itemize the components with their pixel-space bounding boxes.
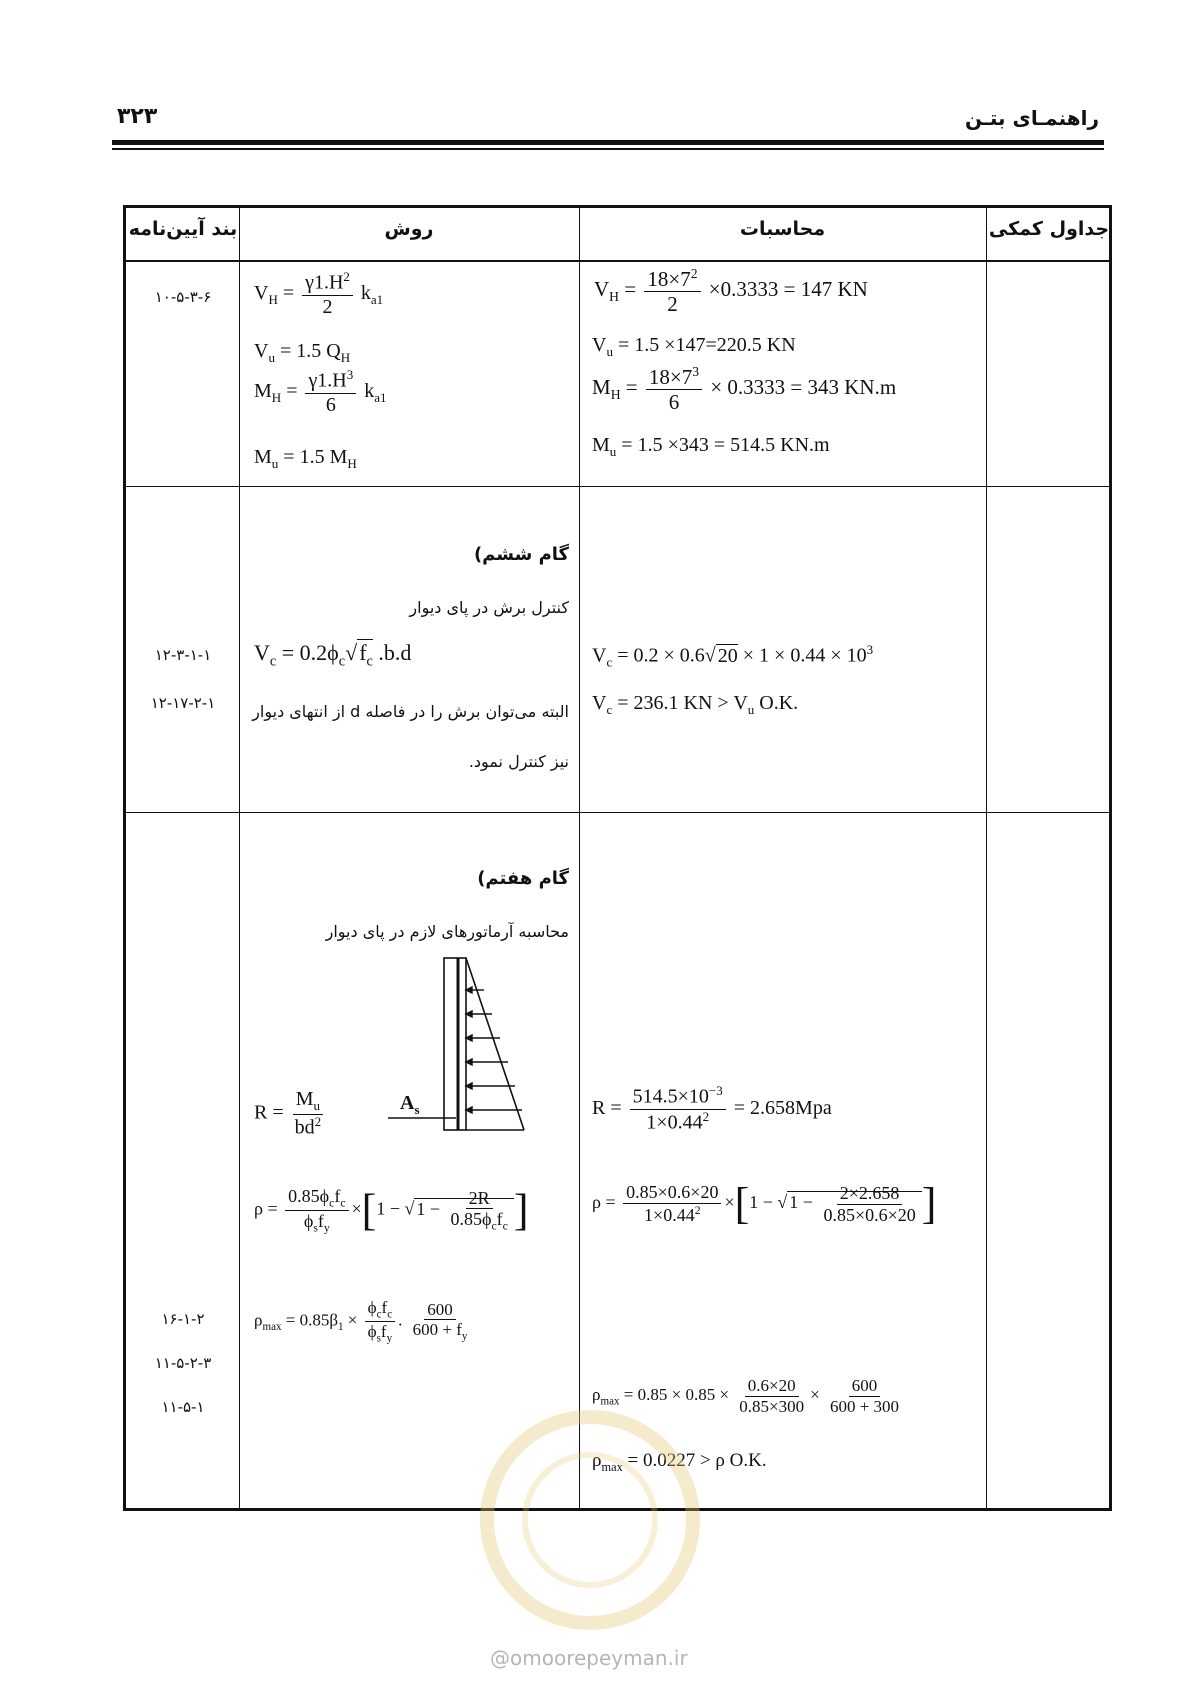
- row3-clause-1: ۱۶-۱-۲: [161, 1310, 205, 1328]
- calc-mh: $M_H$ = $\frac{18\times 7^3}{6}$ × 0.3333 = 343 KN.m: [592, 364, 897, 415]
- header-calculations: محاسبات: [739, 218, 826, 240]
- calc-r: R = $\frac{514.5\times 10^{-3}}{1\times 0.44^2}$ = 2.658Mpa: [592, 1083, 832, 1134]
- watermark-stamp: [480, 1410, 700, 1630]
- col-divider: [579, 208, 580, 1508]
- step7-title: گام هفتم): [477, 868, 569, 889]
- calc-vc-1: $V_c = 0.2 \times 0.6√$ $20 \times 1 \times 0.44 \times 10^3$: [592, 642, 874, 670]
- row-divider: [126, 812, 1109, 813]
- calc-vc-2: $V_c = 236.1$ KN > $V_u$ O.K.: [592, 692, 799, 717]
- calc-rho-max-result: $\rho_{max} = 0.0227 > \rho$ O.K.: [592, 1450, 767, 1474]
- formula-mh: $M_H$ = $\frac{\gamma 1.H^3}{6}$ $k_{a1}$: [254, 367, 387, 416]
- calc-mu: $M_u = 1.5 \times 343 = 514.5$ KN.m: [592, 434, 830, 459]
- header-divider: [126, 260, 1109, 262]
- page-number: ۳۲۳: [117, 104, 158, 129]
- row2-clause-2: ۱۲-۱۷-۲-۱: [150, 694, 216, 712]
- header-clause: بند آیین‌نامه: [128, 218, 238, 240]
- step7-desc: محاسبه آرماتورهای لازم در پای دیوار: [325, 922, 569, 941]
- shear-note-1: البته می‌توان برش را در فاصله d از انتهای دیوار: [252, 702, 569, 721]
- calc-rho: ρ = $\frac{0.85\times 0.6\times 20}{1\times 0.44^2}$ ×[1 − √ 1 − $\frac{2\times 2.658}{0.85\times 0.6\times 20}$ ]: [592, 1179, 937, 1228]
- row1-clause: ۱۰-۵-۳-۶: [154, 288, 212, 306]
- formula-rho-max: $\rho_{max} = 0.85\beta_1$ × $\frac{\phi_cf_c}{\phi_sf_y}$ . $\frac{600}{600 + f_y}$: [254, 1298, 468, 1345]
- step6-title: گام ششم): [473, 544, 569, 565]
- header-rule: [112, 140, 1104, 145]
- header-rule-thin: [112, 148, 1104, 150]
- col-divider: [986, 208, 987, 1508]
- row2-clause-1: ۱۲-۳-۱-۱: [154, 646, 212, 664]
- book-title: راهنمـای بتـن: [965, 106, 1099, 130]
- formula-vc: $V_c = 0.2\phi_c√f_c$ .b.d: [254, 640, 412, 670]
- as-label: $A_s$: [400, 1092, 420, 1117]
- row3-clause-3: ۱۱-۵-۱: [161, 1398, 205, 1416]
- formula-vu: $V_u = 1.5$ $Q_H$: [254, 340, 351, 365]
- calc-vh: $V_H$ = $\frac{18\times 7^2}{2}$ ×0.3333 = 147 KN: [594, 266, 868, 317]
- shear-note-2: نیز کنترل نمود.: [468, 752, 569, 771]
- col-divider: [239, 208, 240, 1508]
- formula-r: R = $\frac{M_u}{bd^2}$: [254, 1088, 322, 1139]
- calc-rho-max: $\rho_{max} = 0.85 \times 0.85$ × $\frac{0.6\times 20}{0.85\times 300}$ × $\frac{600}{600 + 300}$: [592, 1376, 900, 1416]
- calc-table: [123, 205, 1112, 1511]
- wall-pressure-diagram: [326, 950, 526, 1140]
- formula-vh: $V_H$ = $\frac{\gamma 1.H^2}{2}$ $k_{a1}$: [254, 269, 384, 318]
- watermark-url: @omoorepeyman.ir: [490, 1646, 688, 1670]
- formula-mu: $M_u = 1.5$ $M_H$: [254, 446, 357, 471]
- calc-vu: $V_u = 1.5 \times 147=220.5$ KN: [592, 334, 796, 359]
- step6-desc: کنترل برش در پای دیوار: [409, 598, 569, 617]
- header-method: روش: [384, 218, 434, 240]
- row-divider: [126, 486, 1109, 487]
- formula-rho: ρ = $\frac{0.85\phi_cf_c}{\phi_sf_y}$ ×[1 − √ 1 − $\frac{2R}{0.85\phi_cf_c}$ ]: [254, 1185, 529, 1235]
- row3-clause-2: ۱۱-۵-۲-۳: [154, 1354, 212, 1372]
- header-aux-tables: جداول کمکی: [988, 218, 1110, 240]
